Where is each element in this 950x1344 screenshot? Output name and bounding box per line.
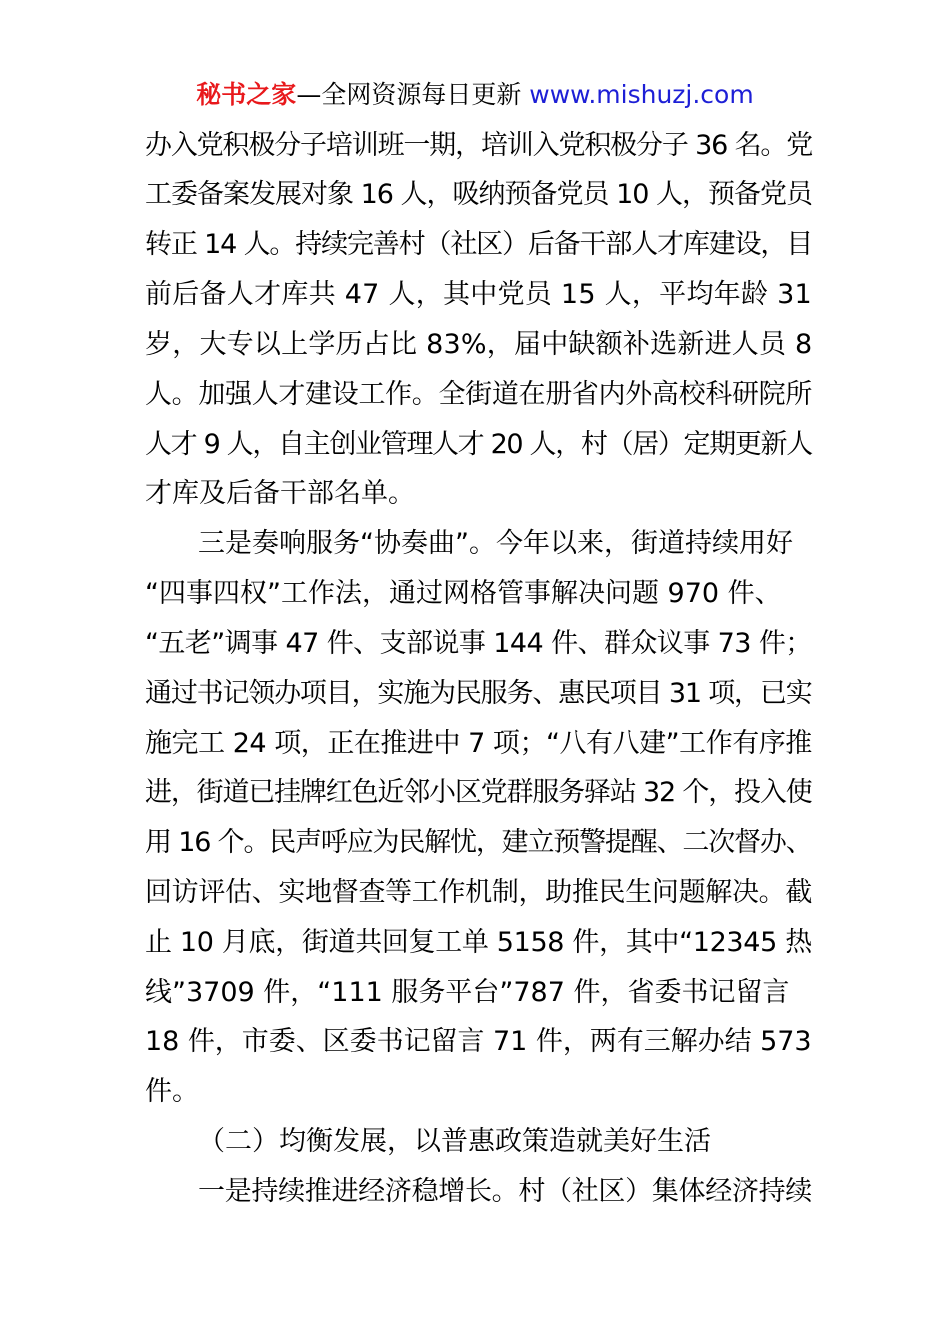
body-line: 岁，大专以上学历占比 83%，届中缺额补选新进人员 8 [145,329,813,360]
body-line: 人才 9 人，自主创业管理人才 20 人，村（居）定期更新人 [145,429,812,460]
body-line: 才库及后备干部名单。 [145,478,415,509]
paragraph-heading: 三是奏响服务“协奏曲”。今年以来，街道持续用好 [198,528,793,559]
body-line: 施完工 24 项，正在推进中 7 项；“八有八建”工作有序推 [145,728,812,759]
body-line: 办入党积极分子培训班一期，培训入党积极分子 36 名。党 [145,130,813,161]
body-line: 工委备案发展对象 16 人，吸纳预备党员 10 人，预备党员 [145,179,813,210]
body-line: 进，街道已挂牌红色近邻小区党群服务驿站 32 个，投入使 [145,777,812,808]
site-url-link[interactable]: www.mishuzj.com [529,80,754,109]
body-line: “四事四权”工作法，通过网格管事解决问题 970 件、 [145,578,782,609]
body-line: 人。加强人才建设工作。全街道在册省内外高校科研院所 [145,379,812,410]
body-line: 用 16 个。民声呼应为民解忧，建立预警提醒、二次督办、 [145,827,812,858]
site-tagline: —全网资源每日更新 [296,80,522,109]
body-line: 止 10 月底，街道共回复工单 5158 件，其中“12345 热 [145,927,812,958]
site-name: 秘书之家 [196,80,297,109]
body-line: 18 件，市委、区委书记留言 71 件，两有三解办结 573 [145,1026,812,1057]
body-line: 线”3709 件，“111 服务平台”787 件，省委书记留言 [145,977,790,1008]
body-line: “五老”调事 47 件、支部说事 144 件、群众议事 73 件； [145,628,812,659]
body-line: 回访评估、实地督查等工作机制，助推民生问题解决。截 [145,877,812,908]
body-line: 前后备人才库共 47 人，其中党员 15 人，平均年龄 31 [145,279,812,310]
section-heading: （二）均衡发展，以普惠政策造就美好生活 [198,1126,711,1157]
paragraph-heading: 一是持续推进经济稳增长。村（社区）集体经济持续 [198,1176,812,1207]
page-header [0,78,950,112]
body-line: 转正 14 人。持续完善村（社区）后备干部人才库建设，目 [145,229,813,260]
body-line: 件。 [145,1076,199,1107]
body-line: 通过书记领办项目，实施为民服务、惠民项目 31 项，已实 [145,678,812,709]
